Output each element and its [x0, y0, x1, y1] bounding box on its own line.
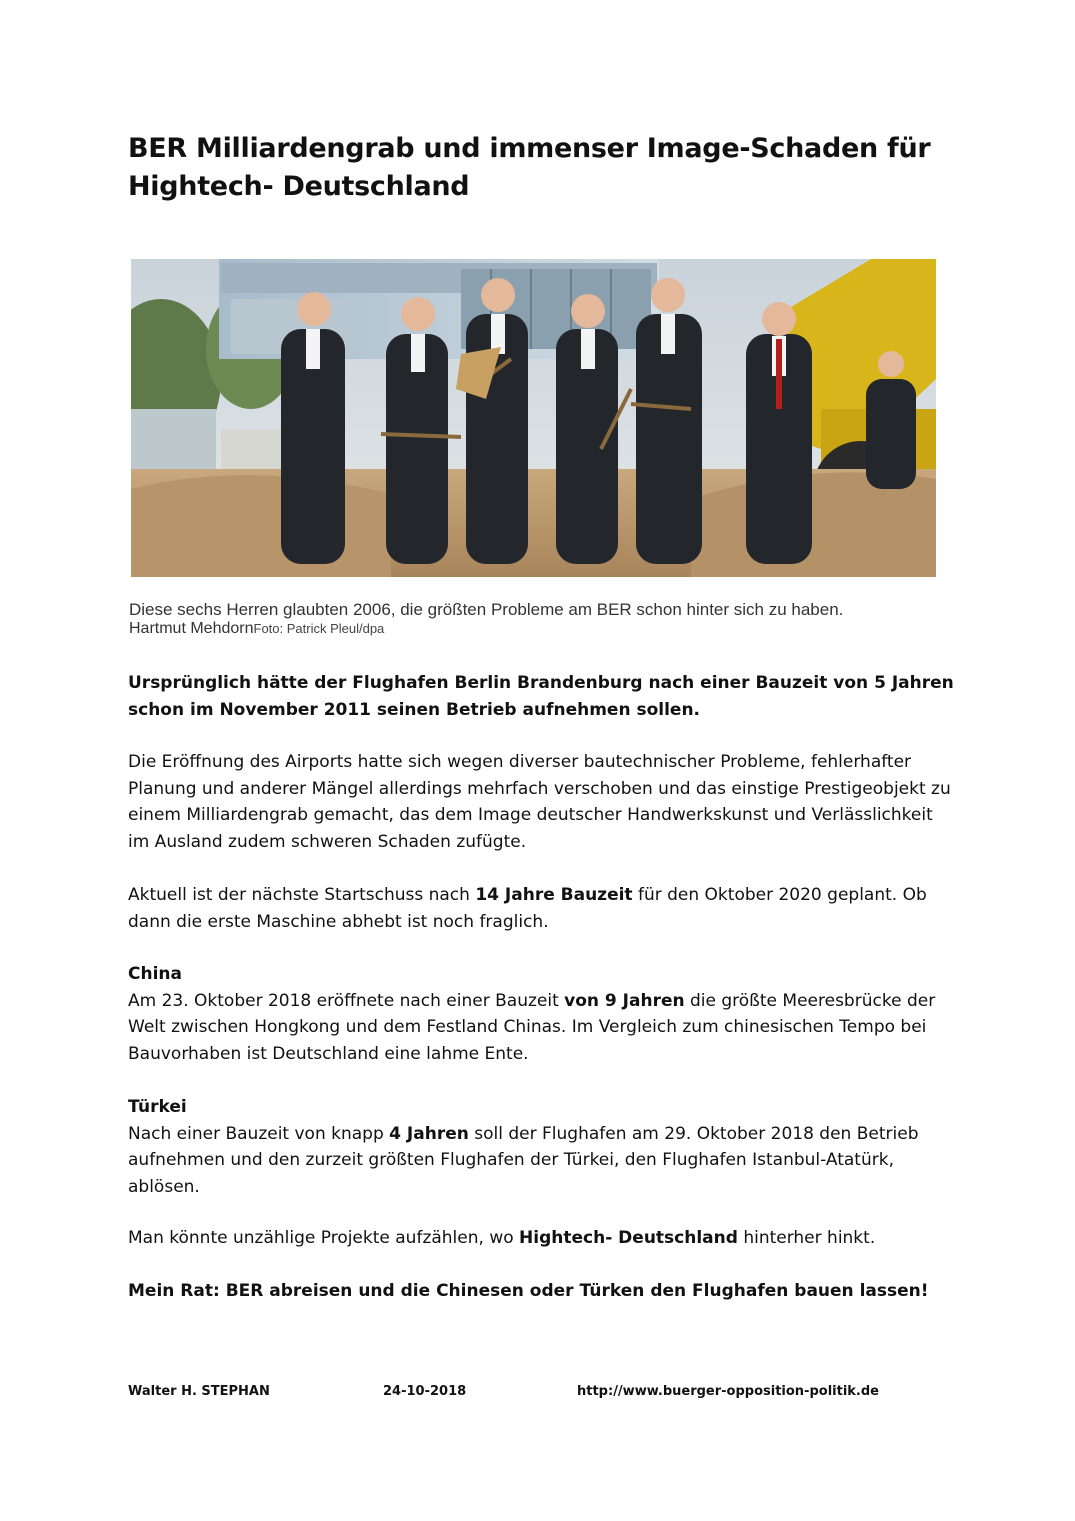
paragraph-startschuss [128, 882, 958, 935]
paragraph-text: hinterher hinkt. [737, 1228, 876, 1248]
lead-text: Ursprünglich hätte der Flughafen Berlin Brandenburg nach einer Bauzeit von 5 Jahren schon im November 2011 seinen Betrieb aufnehmen sollen. [128, 673, 954, 720]
caption-credit-line [129, 620, 989, 638]
paragraph-text: Aktuell ist der nächste Startschuss nach [128, 885, 476, 905]
bold-text: 4 Jahren [389, 1123, 469, 1144]
footer-date: 24-10-2018 [383, 1384, 467, 1399]
bold-text: von 9 Jahren [564, 990, 685, 1011]
footer-author: Walter H. STEPHAN [128, 1384, 270, 1399]
lead-paragraph [128, 670, 958, 723]
paragraph-text: die größte Meeresbrücke der Welt zwischen Hongkong und dem Festland Chinas. Im Vergleich zum chinesischen Tempo bei Bauvorhaben ist Deutschland eine lahme Ente. [128, 990, 936, 1064]
bold-text: 14 Jahre Bauzeit [475, 885, 633, 905]
closing-text: Mein Rat: BER abreisen und die Chinesen oder Türken den Flughafen bauen lassen! [128, 1281, 929, 1301]
bold-text: Hightech- Deutschland [519, 1228, 738, 1248]
paragraph-china [128, 988, 958, 1068]
paragraph-tuerkei [128, 1121, 958, 1201]
groundbreaking-ceremony-photo [131, 259, 936, 577]
section-heading-tuerkei: Türkei [128, 1097, 187, 1117]
paragraph-text: Man könnte unzählige Projekte aufzählen, wo [128, 1228, 520, 1248]
caption-line: Diese sechs Herren glaubten 2006, die größten Probleme am BER schon hinter sich zu haben. [129, 600, 844, 619]
paragraph-text: soll der Flughafen am 29. Oktober 2018 den Betrieb aufnehmen und den zurzeit größten Flughafen der Türkei, den Flughafen Istanbul-Atatürk, ablösen. [128, 1123, 919, 1197]
paragraph-projekte [128, 1225, 958, 1252]
photo-credit: Foto: Patrick Pleul/dpa [253, 621, 385, 636]
closing-statement [128, 1278, 958, 1305]
section-tuerkei [128, 1094, 958, 1200]
paragraph-eroeffnung: Die Eröffnung des Airports hatte sich wegen diverser bautechnischer Probleme, fehlerhafter Planung und anderer Mängel allerdings mehrfach verschoben und das einstige Prestigeobjekt zu einem Milliardengrab gemacht, das dem Image deutscher Handwerkskunst und Verlässlichkeit im Ausland zudem schweren Schaden zufügte. [128, 752, 951, 852]
page-title: BER Milliardengrab und immenser Image-Schaden für Hightech- Deutschland [128, 133, 931, 202]
paragraph-text: für den Oktober 2020 geplant. Ob dann die erste Maschine abhebt ist noch fraglich. [128, 885, 927, 932]
paragraph-text: Nach einer Bauzeit von knapp [128, 1123, 390, 1144]
caption-name: Hartmut Mehdorn [129, 620, 254, 637]
section-china [128, 961, 958, 1067]
footer-url: http://www.buerger-opposition-politik.de [577, 1384, 879, 1399]
photo-caption [129, 600, 989, 638]
paragraph-text: Am 23. Oktober 2018 eröffnete nach einer Bauzeit [128, 990, 565, 1011]
section-heading-china: China [128, 964, 182, 984]
